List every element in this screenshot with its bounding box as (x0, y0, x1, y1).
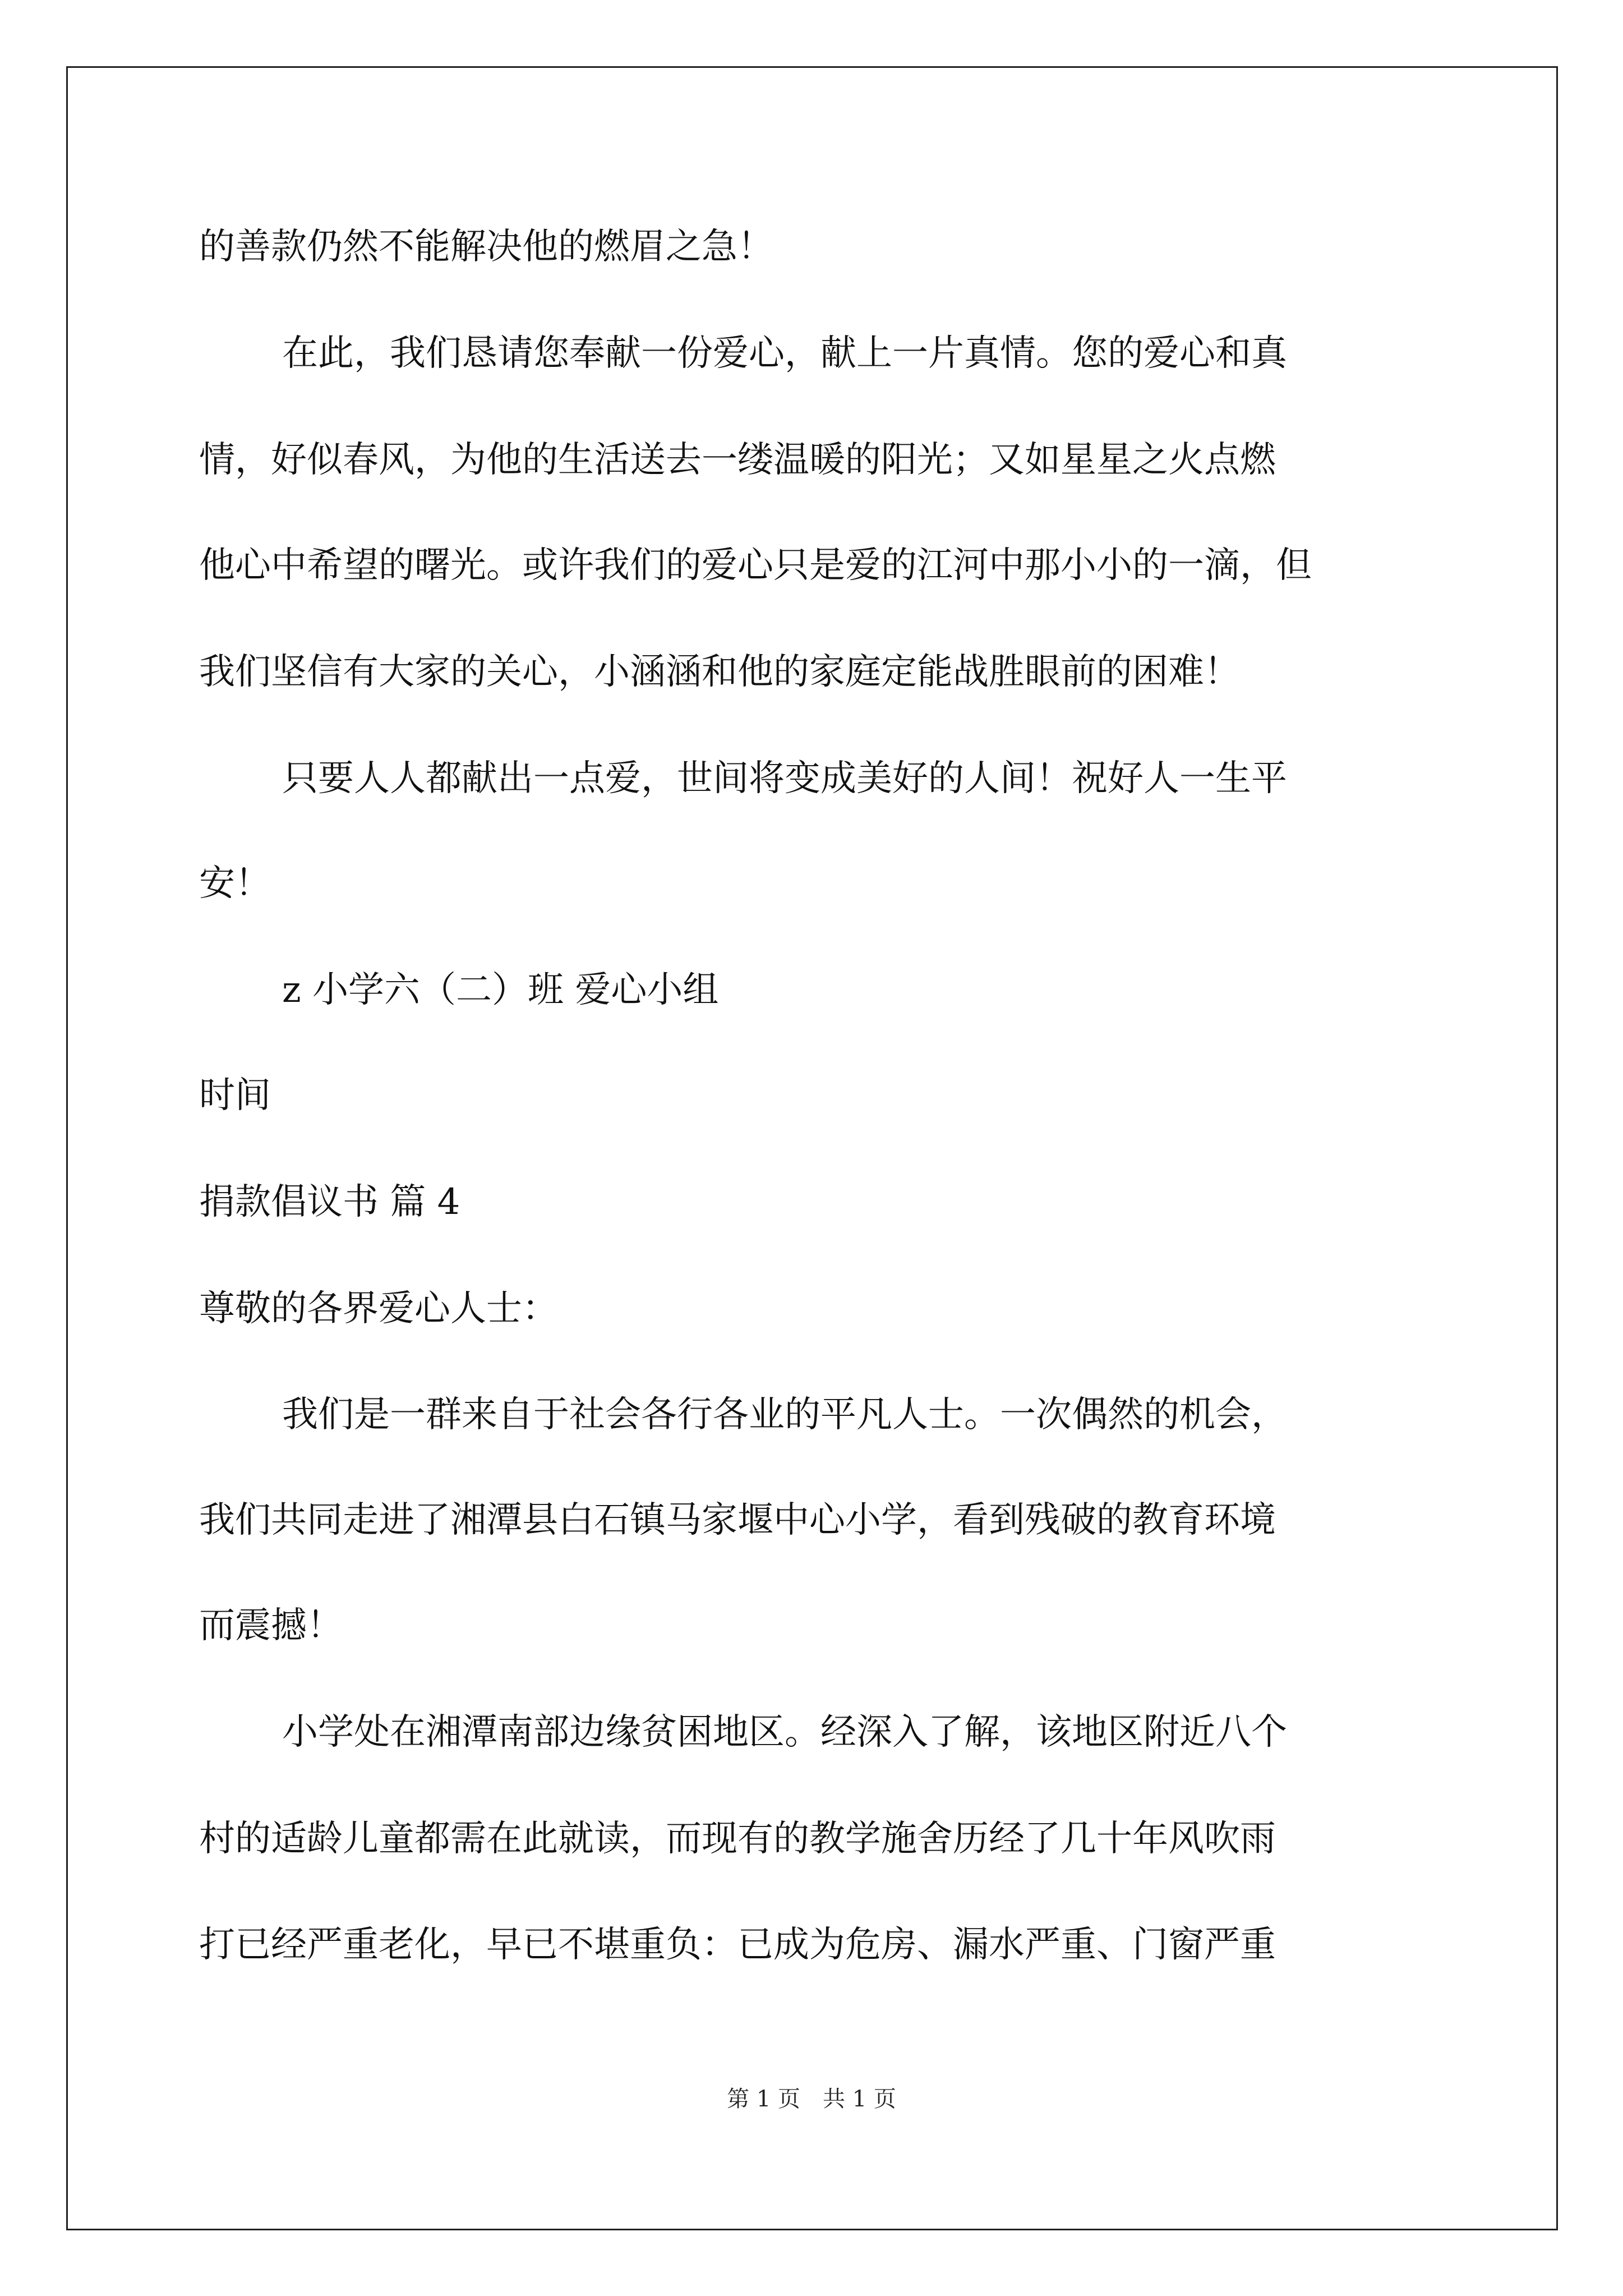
page-border (66, 66, 1558, 2230)
paragraph-line: 安！ (199, 863, 271, 904)
page-number-footer: 第 1 页 共 1 页 (727, 2086, 896, 2112)
paragraph-line: 在此，我们恳请您奉献一份爱心，献上一片真情。您的爱心和真 (282, 333, 1287, 374)
paragraph-line: 小学处在湘潭南部边缘贫困地区。经深入了解，该地区附近八个 (282, 1711, 1287, 1753)
paragraph-line: 而震撼！ (199, 1605, 343, 1646)
paragraph-line: 情，好似春风，为他的生活送去一缕温暖的阳光；又如星星之火点燃 (199, 439, 1276, 481)
paragraph-line: 我们是一群来自于社会各行各业的平凡人士。一次偶然的机会， (282, 1394, 1287, 1435)
section-heading: 捐款倡议书 篇 4 (199, 1181, 460, 1223)
signature-line: z 小学六（二）班 爱心小组 (282, 969, 719, 1011)
salutation: 尊敬的各界爱心人士： (199, 1288, 558, 1329)
paragraph-line: 的善款仍然不能解决他的燃眉之急！ (199, 226, 773, 268)
paragraph-line: 我们共同走进了湘潭县白石镇马家堰中心小学，看到残破的教育环境 (199, 1499, 1276, 1541)
paragraph-line: 他心中希望的曙光。或许我们的爱心只是爱的江河中那小小的一滴，但 (199, 545, 1312, 586)
paragraph-line: 只要人人都献出一点爱，世间将变成美好的人间！祝好人一生平 (282, 758, 1287, 799)
paragraph-line: 打已经严重老化，早已不堪重负：已成为危房、漏水严重、门窗严重 (199, 1924, 1276, 1966)
paragraph-line: 村的适龄儿童都需在此就读，而现有的教学施舍历经了几十年风吹雨 (199, 1818, 1276, 1860)
paragraph-line: 我们坚信有大家的关心，小涵涵和他的家庭定能战胜眼前的困难！ (199, 651, 1240, 693)
date-line: 时间 (199, 1075, 271, 1116)
